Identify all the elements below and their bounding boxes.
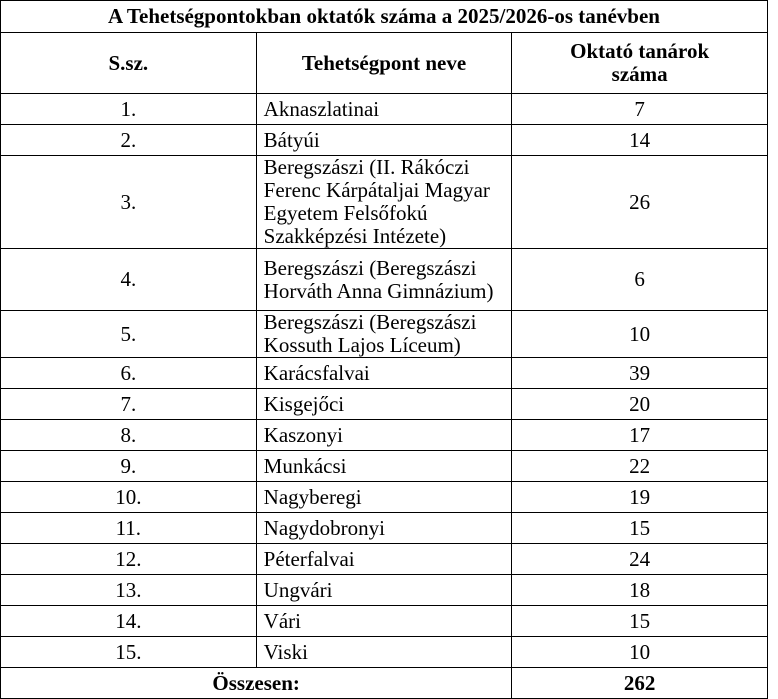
row-name: Kaszonyi [256, 420, 512, 451]
table-row [1, 94, 768, 125]
row-name: Vári [256, 606, 512, 637]
row-name [256, 156, 512, 249]
header-count [512, 33, 768, 94]
total-label: Összesen: [1, 668, 512, 699]
row-count: 17 [512, 420, 768, 451]
row-number: 9. [1, 451, 257, 482]
row-count: 39 [512, 358, 768, 389]
row-name: Munkácsi [256, 451, 512, 482]
row-name: Karácsfalvai [256, 358, 512, 389]
row-count: 10 [512, 637, 768, 668]
table-row [1, 606, 768, 637]
row-name: Viski [256, 637, 512, 668]
row-number: 8. [1, 420, 257, 451]
table-row [1, 389, 768, 420]
row-number: 14. [1, 606, 257, 637]
row-number: 11. [1, 513, 257, 544]
table-row [1, 156, 768, 249]
table-row [1, 544, 768, 575]
row-number: 5. [1, 311, 257, 358]
row-name: Nagyberegi [256, 482, 512, 513]
table-row [1, 575, 768, 606]
header-count-line2: száma [611, 62, 668, 86]
row-count: 14 [512, 125, 768, 156]
row-name: Beregszászi (Beregszászi Kossuth Lajos Líceum) [256, 311, 512, 358]
row-name: Beregszászi (Beregszászi Horváth Anna Gimnázium) [256, 249, 512, 311]
row-number: 4. [1, 249, 257, 311]
table-row [1, 125, 768, 156]
row-count: 7 [512, 94, 768, 125]
table-row [1, 637, 768, 668]
row-count: 15 [512, 513, 768, 544]
row-number: 6. [1, 358, 257, 389]
table-row [1, 249, 768, 311]
row-name: Kisgejőci [256, 389, 512, 420]
row-number: 3. [1, 156, 257, 249]
row-name: Ungvári [256, 575, 512, 606]
row-name-line1: Beregszászi (II. Rákóczi Ferenc Kárpátaljai Magyar [263, 155, 490, 202]
row-count: 22 [512, 451, 768, 482]
row-name: Bátyúi [256, 125, 512, 156]
table-row [1, 451, 768, 482]
row-count: 19 [512, 482, 768, 513]
row-count: 6 [512, 249, 768, 311]
row-number: 13. [1, 575, 257, 606]
header-name: Tehetségpont neve [256, 33, 512, 94]
row-name-line2: Egyetem Felsőfokú Szakképzési Intézete) [263, 201, 447, 248]
row-number: 1. [1, 94, 257, 125]
total-row [1, 668, 768, 699]
row-name: Aknaszlatinai [256, 94, 512, 125]
row-number: 10. [1, 482, 257, 513]
table-row [1, 420, 768, 451]
row-count: 15 [512, 606, 768, 637]
total-value: 262 [512, 668, 768, 699]
row-number: 15. [1, 637, 257, 668]
row-number: 12. [1, 544, 257, 575]
table-row [1, 513, 768, 544]
row-count: 10 [512, 311, 768, 358]
row-number: 2. [1, 125, 257, 156]
row-count: 24 [512, 544, 768, 575]
table-row [1, 358, 768, 389]
row-name: Nagydobronyi [256, 513, 512, 544]
row-count: 26 [512, 156, 768, 249]
row-count: 18 [512, 575, 768, 606]
row-name: Péterfalvai [256, 544, 512, 575]
table-title: A Tehetségpontokban oktatók száma a 2025/2026-os tanévben [1, 1, 768, 33]
table-row [1, 482, 768, 513]
row-number: 7. [1, 389, 257, 420]
row-count: 20 [512, 389, 768, 420]
header-number: S.sz. [1, 33, 257, 94]
header-count-line1: Oktató tanárok [570, 39, 710, 63]
table-row [1, 311, 768, 358]
